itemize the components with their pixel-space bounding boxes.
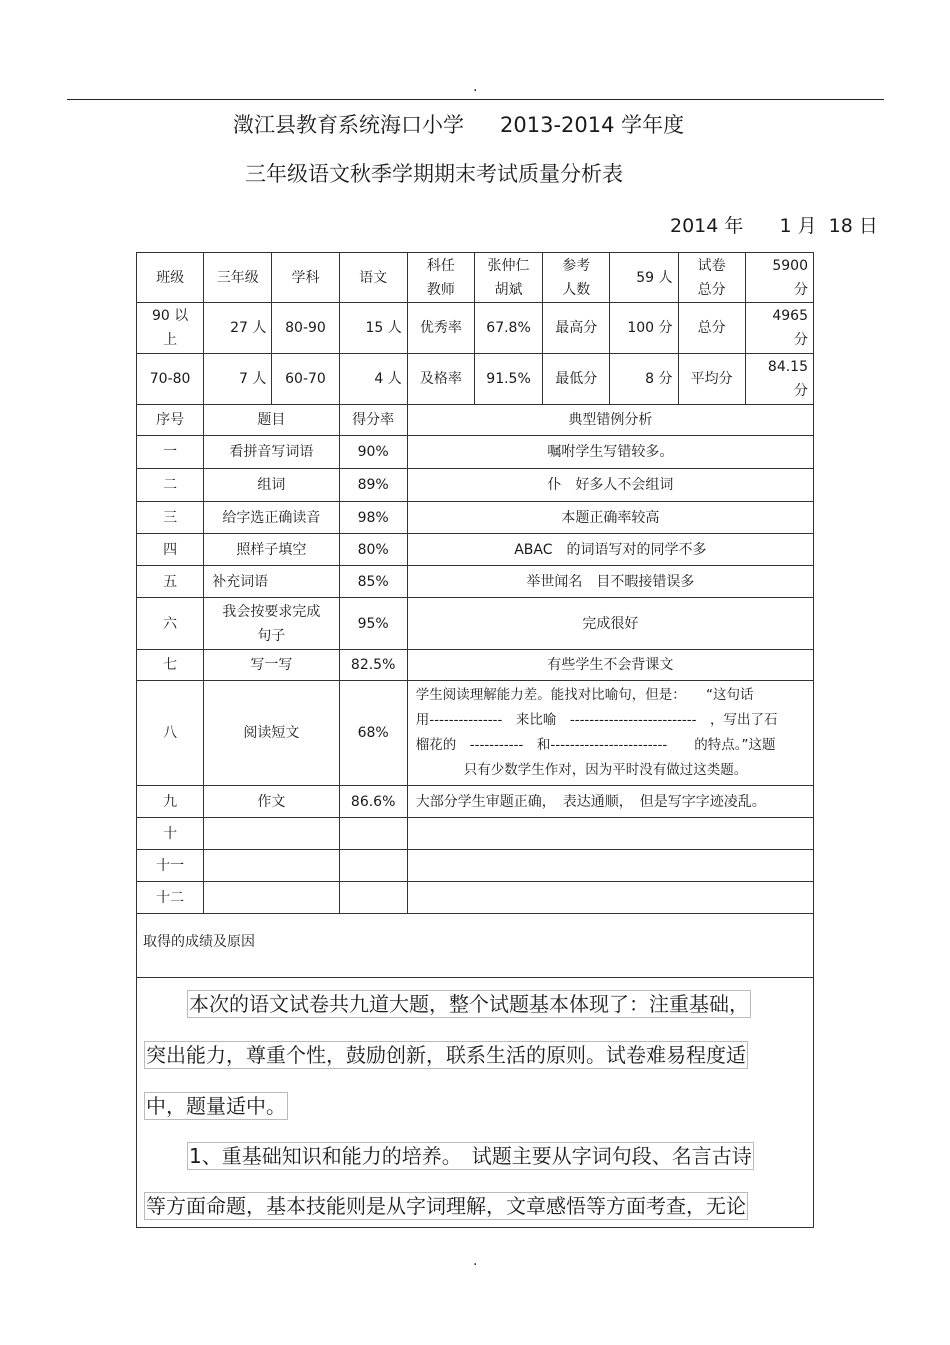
- header-cell-line: 人数: [562, 281, 591, 298]
- page-top-dot: .: [473, 79, 478, 95]
- item-topic-line: 句子: [257, 627, 286, 644]
- date-month: 1 月: [779, 215, 817, 237]
- item-topic-line: 我会按要求完成: [222, 603, 321, 620]
- header-cell: 70-80: [137, 354, 204, 405]
- date-day: 18 日: [828, 215, 878, 237]
- header-cell-line: 上: [163, 332, 178, 348]
- document-title-line2: 三年级语文秋季学期期末考试质量分析表: [245, 162, 623, 186]
- header-cell: 总分: [678, 303, 745, 354]
- item-number: 十: [137, 818, 204, 850]
- summary-divider: [137, 977, 813, 978]
- item-topic: [204, 850, 339, 882]
- item-rate: 98%: [339, 502, 407, 534]
- item-number: 八: [137, 681, 204, 786]
- item-note: [407, 818, 813, 850]
- item-note: 仆 好多人不会组词: [407, 469, 813, 502]
- item-note: 举世闻名 目不暇接错误多: [407, 566, 813, 598]
- header-cell: [407, 253, 474, 303]
- header-row-1: [137, 253, 814, 303]
- header-cell: [678, 253, 745, 303]
- date-year: 2014 年: [670, 215, 744, 237]
- item-number: 四: [137, 534, 204, 566]
- page-bottom-dot: .: [473, 1253, 478, 1269]
- item-number: 一: [137, 436, 204, 469]
- item-rate: 82.5%: [339, 650, 407, 681]
- item-topic: [204, 818, 339, 850]
- school-name: 澂江县教育系统海口小学: [233, 113, 464, 137]
- item-topic: 阅读短文: [204, 681, 339, 786]
- header-cell-line: 教师: [426, 281, 455, 298]
- header-cell-line: 张仲仁: [487, 257, 530, 274]
- header-cell: 7 人: [204, 354, 272, 405]
- header-cell: 三年级: [204, 253, 272, 303]
- item-rate: 86.6%: [339, 786, 407, 818]
- item-topic: 补充词语: [204, 566, 339, 598]
- header-rule: [67, 99, 884, 100]
- header-cell: [543, 253, 610, 303]
- item-rate: 90%: [339, 436, 407, 469]
- header-cell: 学科: [272, 253, 339, 303]
- summary-line: 本次的语文试卷共九道大题，整个试题基本体现了：注重基础，: [189, 992, 749, 1016]
- header-cell: [137, 303, 204, 354]
- header-cell-line: 参考: [562, 257, 591, 274]
- header-cell: 4 人: [339, 354, 407, 405]
- item-topic: 组词: [204, 469, 339, 502]
- item-number: 七: [137, 650, 204, 681]
- item-number: 十二: [137, 882, 204, 914]
- item-rate: [339, 818, 407, 850]
- header-cell-line: 科任: [426, 257, 455, 274]
- summary-line: 等方面命题，基本技能则是从字词理解，文章感悟等方面考查，无论: [146, 1194, 746, 1218]
- summary-label: 取得的成绩及原因: [143, 934, 255, 950]
- analysis-header-row: [137, 405, 814, 436]
- item-topic: 看拼音写词语: [204, 436, 339, 469]
- item-note: 大部分学生审题正确， 表达通顺， 但是写字字迹凌乱。: [407, 786, 813, 818]
- item-rate: 95%: [339, 598, 407, 650]
- table-row: [137, 818, 814, 850]
- header-cell: 班级: [137, 253, 204, 303]
- summary-line: 突出能力，尊重个性，鼓励创新，联系生活的原则。试卷难易程度适: [146, 1043, 746, 1067]
- item-note-line: 用--------------- 来比喻 -------------------------- ，写出了石: [415, 712, 778, 728]
- table-row: [137, 469, 814, 502]
- header-cell: [474, 253, 542, 303]
- header-cell-line: 分: [794, 383, 808, 399]
- item-note: [407, 850, 813, 882]
- header-cell-line: 84.15: [767, 359, 808, 375]
- header-cell: 59 人: [610, 253, 678, 303]
- item-number: 六: [137, 598, 204, 650]
- item-number: 九: [137, 786, 204, 818]
- header-cell: [745, 354, 813, 405]
- header-cell: [745, 303, 813, 354]
- item-number: 十一: [137, 850, 204, 882]
- header-cell: [745, 253, 813, 303]
- item-rate: 80%: [339, 534, 407, 566]
- table-row: [137, 850, 814, 882]
- header-cell: 最低分: [543, 354, 610, 405]
- header-cell: 平均分: [678, 354, 745, 405]
- header-cell-line: 总分: [697, 281, 726, 298]
- table-row: [137, 436, 814, 469]
- header-cell: 67.8%: [474, 303, 542, 354]
- header-cell: 及格率: [407, 354, 474, 405]
- header-cell-line: 分: [794, 281, 808, 298]
- item-note: 嘱咐学生写错较多。: [407, 436, 813, 469]
- summary-line: 1、重基础知识和能力的培养。 试题主要从字词句段、名言古诗: [189, 1144, 752, 1168]
- item-note: 本题正确率较高: [407, 502, 813, 534]
- item-note-line: 只有少数学生作对，因为平时没有做过这类题。: [463, 762, 748, 778]
- header-cell: 60-70: [272, 354, 339, 405]
- item-topic: 照样子填空: [204, 534, 339, 566]
- header-cell-line: 5900: [772, 257, 808, 274]
- header-cell: 最高分: [543, 303, 610, 354]
- header-cell-line: 试卷: [697, 257, 726, 274]
- item-rate: 89%: [339, 469, 407, 502]
- item-rate: 85%: [339, 566, 407, 598]
- header-cell: 优秀率: [407, 303, 474, 354]
- column-header: 得分率: [339, 405, 407, 436]
- item-rate: [339, 850, 407, 882]
- table-row: [137, 650, 814, 681]
- item-note: 有些学生不会背课文: [407, 650, 813, 681]
- header-cell: 15 人: [339, 303, 407, 354]
- item-note: [407, 681, 813, 786]
- header-row-2: [137, 303, 814, 354]
- table-row: [137, 502, 814, 534]
- item-number: 二: [137, 469, 204, 502]
- item-note-line: 榴花的 ----------- 和------------------------ 的特点。”这题: [415, 737, 776, 753]
- item-topic: 给字选正确读音: [204, 502, 339, 534]
- item-rate: 68%: [339, 681, 407, 786]
- header-cell: 语文: [339, 253, 407, 303]
- header-cell-line: 4965: [772, 308, 808, 324]
- item-note: ABAC 的词语写对的同学不多: [407, 534, 813, 566]
- header-cell: 27 人: [204, 303, 272, 354]
- item-number: 三: [137, 502, 204, 534]
- document-title-line1: [233, 112, 684, 138]
- header-cell-line: 分: [794, 332, 808, 348]
- summary-line: 中，题量适中。: [146, 1094, 286, 1118]
- header-row-3: [137, 354, 814, 405]
- school-year: 2013-2014 学年度: [500, 113, 685, 137]
- item-number: 五: [137, 566, 204, 598]
- document-date: [670, 214, 878, 238]
- header-cell: 80-90: [272, 303, 339, 354]
- header-cell-line: 90 以: [151, 308, 189, 324]
- table-row: [137, 566, 814, 598]
- item-topic: 作文: [204, 786, 339, 818]
- item-note-line: 学生阅读理解能力差。能找对比喻句，但是： “这句话: [415, 687, 754, 703]
- header-cell: 100 分: [610, 303, 678, 354]
- analysis-table: [136, 252, 814, 914]
- table-row: [137, 681, 814, 786]
- table-row: [137, 598, 814, 650]
- column-header: 序号: [137, 405, 204, 436]
- item-note: 完成很好: [407, 598, 813, 650]
- table-row: [137, 534, 814, 566]
- item-topic: 写一写: [204, 650, 339, 681]
- header-cell-line: 胡斌: [494, 281, 523, 298]
- header-cell: 91.5%: [474, 354, 542, 405]
- column-header: 题目: [204, 405, 339, 436]
- column-header: 典型错例分析: [407, 405, 813, 436]
- item-topic: [204, 598, 339, 650]
- table-row: [137, 786, 814, 818]
- header-cell: 8 分: [610, 354, 678, 405]
